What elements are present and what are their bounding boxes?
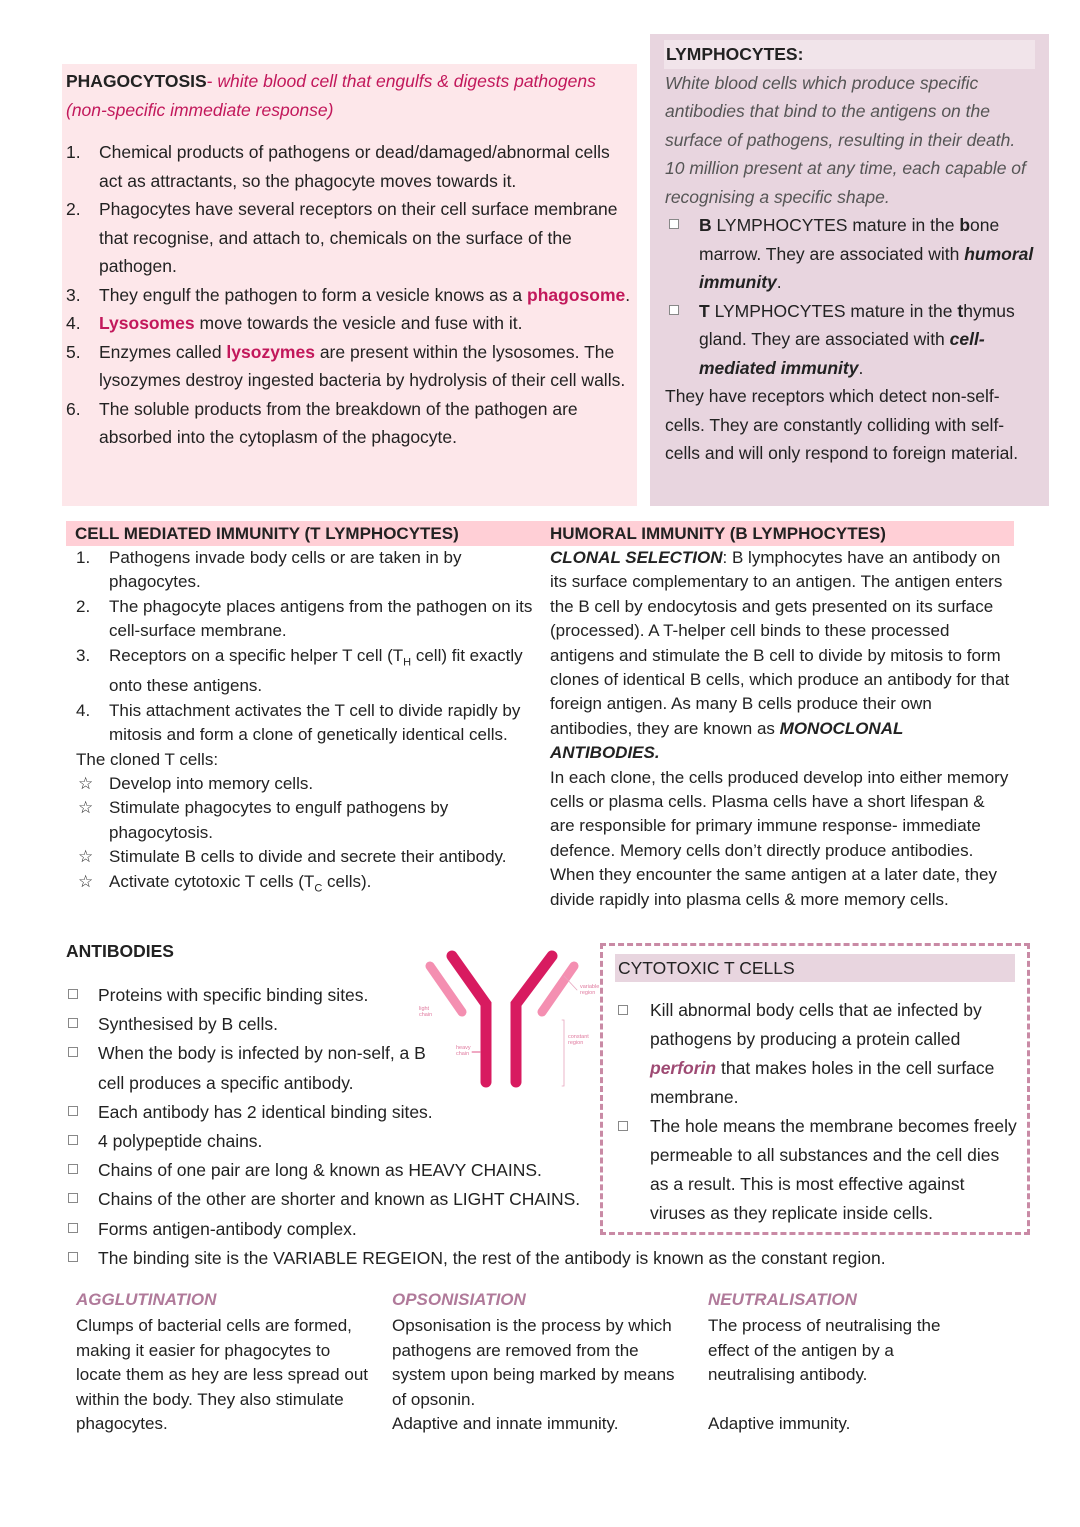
chain-word: chain (419, 1012, 433, 1018)
lymphocytes-intro: White blood cells which produce specific antibodies that bind to the antigens on the surface of pathogens, resulting in their death. 10 million present at any time, each capable of recognising a specific shape. (665, 72, 1026, 207)
step-number: 2. (66, 199, 81, 219)
step-number: 1. (76, 548, 91, 567)
item-text: 4 polypeptide chains. (98, 1131, 263, 1152)
antibody-diagram (412, 942, 604, 1092)
b-cell-text: . (776, 272, 782, 292)
item-text: Develop into memory cells. (109, 774, 314, 794)
item-text: Activate cytotoxic T cells (T (109, 871, 315, 891)
list-item (66, 138, 633, 195)
list-item (66, 309, 633, 338)
list-item (76, 644, 540, 699)
list-item (76, 772, 540, 796)
cytotoxic-title: CYTOTOXIC T CELLS (618, 958, 795, 978)
cell-mediated-title-bar (66, 521, 540, 546)
phagocytosis-dash: - (206, 71, 218, 91)
item-text: The hole means the membrane becomes freely permeable to all substances and the cell dies as a result. This is most effective against viruses as they replicate inside cells. (650, 1116, 1017, 1223)
lymphocyte-types (664, 211, 1037, 382)
item-text: that makes holes in the cell surface membrane. (650, 1058, 995, 1107)
star-icon: ☆ (78, 774, 94, 794)
checkbox-icon (68, 1018, 78, 1028)
item-text: Stimulate B cells to divide and secrete their antibody. (109, 847, 507, 867)
bone-letter: b (959, 215, 971, 235)
agglutination-text: Clumps of bacterial cells are formed, making it easier for phagocytes to locate them as hey are less spread out within the body. They also stimulate phagocytes. (76, 1316, 368, 1434)
step-text: They engulf the pathogen to form a vesicle knows as a (99, 284, 528, 305)
humoral-title-bar (540, 521, 1014, 546)
lymphocytes-title: LYMPHOCYTES: (666, 44, 804, 64)
list-item (66, 1039, 428, 1097)
step-text: Phagocytes have several receptors on their cell surface membrane that recognise, and attach to, chemicals on the surface of the pathogen. (99, 199, 618, 276)
item-text: Synthesised by B cells. (98, 1014, 278, 1035)
region-word: region (568, 1040, 584, 1046)
heavy-chain-left (452, 956, 486, 1082)
variable-region-label (580, 984, 599, 996)
list-item (66, 1244, 966, 1273)
item-text: Kill abnormal body cells that ae infected by pathogens by producing a protein called (650, 1000, 982, 1049)
light-chain-left (430, 966, 462, 1012)
step-text: are present within the lysosomes. The lysozymes destroy ingested bacteria by hydrolysis of their cell walls. (99, 341, 626, 390)
heavy-chain-label (456, 1045, 471, 1057)
opsonisation-text: Opsonisation is the process by which pathogens are removed from the system upon being marked by means of opsonin. (392, 1316, 675, 1409)
step-number: 6. (66, 398, 81, 419)
perforin-term: perforin (650, 1058, 717, 1078)
list-item (76, 595, 540, 644)
humoral-body (540, 546, 1014, 912)
phagocytosis-steps (66, 138, 633, 452)
step-text: Receptors on a specific helper T cell (T (109, 645, 404, 665)
agglutination-column (76, 1288, 376, 1436)
opsonisation-immunity: Adaptive and innate immunity. (392, 1414, 619, 1434)
step-number: 4. (66, 313, 81, 333)
checkbox-icon (68, 1223, 78, 1233)
item-text: When the body is infected by non-self, a B cell produces a specific antibody. (98, 1043, 426, 1093)
heavy-chain-right (516, 956, 552, 1082)
step-number: 5. (66, 341, 81, 362)
light-chain-word: light (419, 1006, 430, 1012)
lysosomes-term: Lysosomes (99, 313, 195, 333)
humoral-title: HUMORAL IMMUNITY (B LYMPHOCYTES) (550, 524, 886, 543)
star-icon: ☆ (78, 847, 94, 867)
lymphocytes-panel (650, 34, 1049, 506)
item-text: Chains of one pair are long & known as HEAVY CHAINS. (98, 1160, 542, 1181)
cytotoxic-panel (600, 943, 1030, 1235)
variable-word: variable (580, 984, 600, 990)
b-letter: B (699, 215, 712, 235)
lymphocytes-title-bar (664, 40, 1035, 69)
phagocytosis-heading (66, 67, 633, 124)
phagocytosis-definition: white blood cell that engulfs & digests pathogens (217, 71, 596, 91)
neutralisation-title: NEUTRALISATION (708, 1290, 857, 1309)
humoral-section (540, 521, 1014, 912)
agglutination-title: AGGLUTINATION (76, 1290, 217, 1309)
monoclonal-term: MONOCLONAL ANTIBODIES. (550, 718, 904, 763)
item-text: Chains of the other are shorter and known as LIGHT CHAINS. (98, 1189, 581, 1210)
step-text: . (625, 284, 631, 305)
phagocytosis-title: PHAGOCYTOSIS (66, 71, 207, 91)
checkbox-icon (669, 219, 679, 229)
cytotoxic-list (615, 996, 1017, 1228)
list-item (618, 1112, 1017, 1228)
step-number: 3. (66, 284, 81, 305)
list-item (66, 338, 633, 395)
step-number: 1. (66, 142, 81, 162)
list-item (66, 395, 633, 452)
checkbox-icon (68, 1193, 78, 1203)
step-text: The phagocyte places antigens from the pathogen on its cell-surface membrane. (109, 596, 533, 641)
checkbox-icon (68, 1047, 78, 1057)
star-icon: ☆ (78, 798, 94, 818)
constant-region-bracket (562, 1020, 564, 1086)
subscript: C (314, 882, 323, 895)
lymphocytes-closing: They have receptors which detect non-self-cells. They are constantly colliding with self-cells and will only respond to foreign material. (665, 386, 1019, 463)
list-item (76, 699, 540, 748)
step-text: move towards the vesicle and fuse with it. (194, 313, 523, 333)
antibody-structure-icon (430, 956, 577, 1086)
checkbox-icon (68, 989, 78, 999)
checkbox-icon (68, 1252, 78, 1262)
checkbox-icon (68, 1164, 78, 1174)
cloned-intro: The cloned T cells: (76, 749, 219, 769)
star-icon: ☆ (78, 871, 94, 891)
t-cell-text: LYMPHOCYTES mature in the (709, 300, 958, 321)
list-item (76, 546, 540, 595)
list-item (76, 796, 540, 845)
cell-mediated-title: CELL MEDIATED IMMUNITY (T LYMPHOCYTES) (75, 524, 459, 543)
region-word: region (580, 990, 596, 996)
item-text: Each antibody has 2 identical binding sites. (98, 1101, 433, 1122)
clone-paragraph: In each clone, the cells produced develop into either memory cells or plasma cells. Plasma cells have a short lifespan & are responsible for primary immune response- immediate defence. Memory cells don’t directly produce antibodies. When they encounter the same antigen at a later date, they divide rapidly into plasma cells & more memory cells. (550, 767, 1009, 909)
item-text: The binding site is the VARIABLE REGEION, the rest of the antibody is known as the constant region. (98, 1247, 886, 1268)
antibodies-title: ANTIBODIES (66, 941, 174, 961)
t-letter: T (699, 300, 710, 321)
item-text: Forms antigen-antibody complex. (98, 1218, 357, 1239)
neutralisation-immunity: Adaptive immunity. (708, 1414, 851, 1434)
clonal-selection-label: CLONAL SELECTION (550, 548, 723, 567)
checkbox-icon (618, 1005, 628, 1015)
checkbox-icon (68, 1106, 78, 1116)
phagocytosis-subtitle: (non-specific immediate response) (66, 99, 334, 120)
cell-mediated-steps (66, 546, 540, 748)
t-cell-text: hymus gland. They are associated with (699, 300, 1015, 349)
light-chain-right (542, 966, 574, 1012)
cytotoxic-title-bar (615, 954, 1015, 982)
list-item (618, 996, 1017, 1112)
list-item (667, 211, 1037, 297)
thymus-letter: t (957, 300, 964, 321)
list-item (76, 870, 540, 901)
step-number: 3. (76, 645, 91, 665)
b-cell-text: LYMPHOCYTES mature in the (711, 215, 960, 235)
neutralisation-spacer (708, 1388, 978, 1412)
step-text: Chemical products of pathogens or dead/damaged/abnormal cells act as attractants, so the phagocyte moves towards it. (99, 142, 610, 191)
heavy-word: heavy (456, 1045, 471, 1051)
list-item (66, 195, 633, 281)
b-cell-text: one marrow. They are associated with (699, 215, 1000, 264)
checkbox-icon (68, 1135, 78, 1145)
step-text: This attachment activates the T cell to divide rapidly by mitosis and form a clone of genetically identical cells. (109, 700, 521, 745)
step-text: Enzymes called (99, 341, 227, 362)
phagosome-term: phagosome (527, 284, 626, 305)
cell-mediated-immunity-term: cell-mediated immunity (699, 329, 985, 378)
phagocytosis-panel (62, 64, 637, 506)
step-text: Pathogens invade body cells or are taken in by phagocytes. (109, 548, 462, 592)
subscript: H (403, 656, 412, 669)
checkbox-icon (618, 1121, 628, 1131)
humoral-immunity-term: humoral immunity (699, 243, 1034, 292)
item-text: cells). (322, 871, 372, 891)
constant-word: constant (568, 1034, 589, 1040)
step-number: 2. (76, 596, 91, 616)
item-text: Proteins with specific binding sites. (98, 985, 369, 1005)
list-item (66, 281, 633, 310)
step-text: The soluble products from the breakdown of the pathogen are absorbed into the cytoplasm of the phagocyte. (99, 398, 578, 447)
cell-mediated-section (66, 521, 540, 900)
lysozymes-term: lysozymes (226, 341, 315, 362)
cloned-cells-list (66, 772, 540, 900)
light-chain-label (419, 1006, 432, 1018)
list-item (667, 297, 1037, 383)
chain-word: chain (456, 1051, 470, 1057)
neutralisation-text: The process of neutralising the effect of the antigen by a neutralising antibody. (708, 1316, 941, 1385)
opsonisation-column (392, 1288, 692, 1436)
neutralisation-column (708, 1288, 978, 1436)
step-text: cell) fit exactly onto these antigens. (109, 645, 523, 696)
opsonisation-title: OPSONISIATION (392, 1290, 526, 1309)
t-cell-text: . (858, 357, 864, 378)
list-item (76, 845, 540, 869)
step-number: 4. (76, 700, 91, 720)
item-text: Stimulate phagocytes to engulf pathogens by phagocytosis. (109, 798, 449, 842)
clonal-selection-text: : B lymphocytes have an antibody on its surface complementary to an antigen. The antigen enters the B cell by endocytosis and gets presented on its surface (processed). A T-helper cell binds to these processed antigens and stimulate the B cell to divide by mitosis to form clones of identical B cells, which produce an antibody for that foreign antigen. As many B cells produce their own antibodies, they are known as (550, 548, 1010, 738)
checkbox-icon (669, 305, 679, 315)
constant-region-label (568, 1034, 589, 1046)
